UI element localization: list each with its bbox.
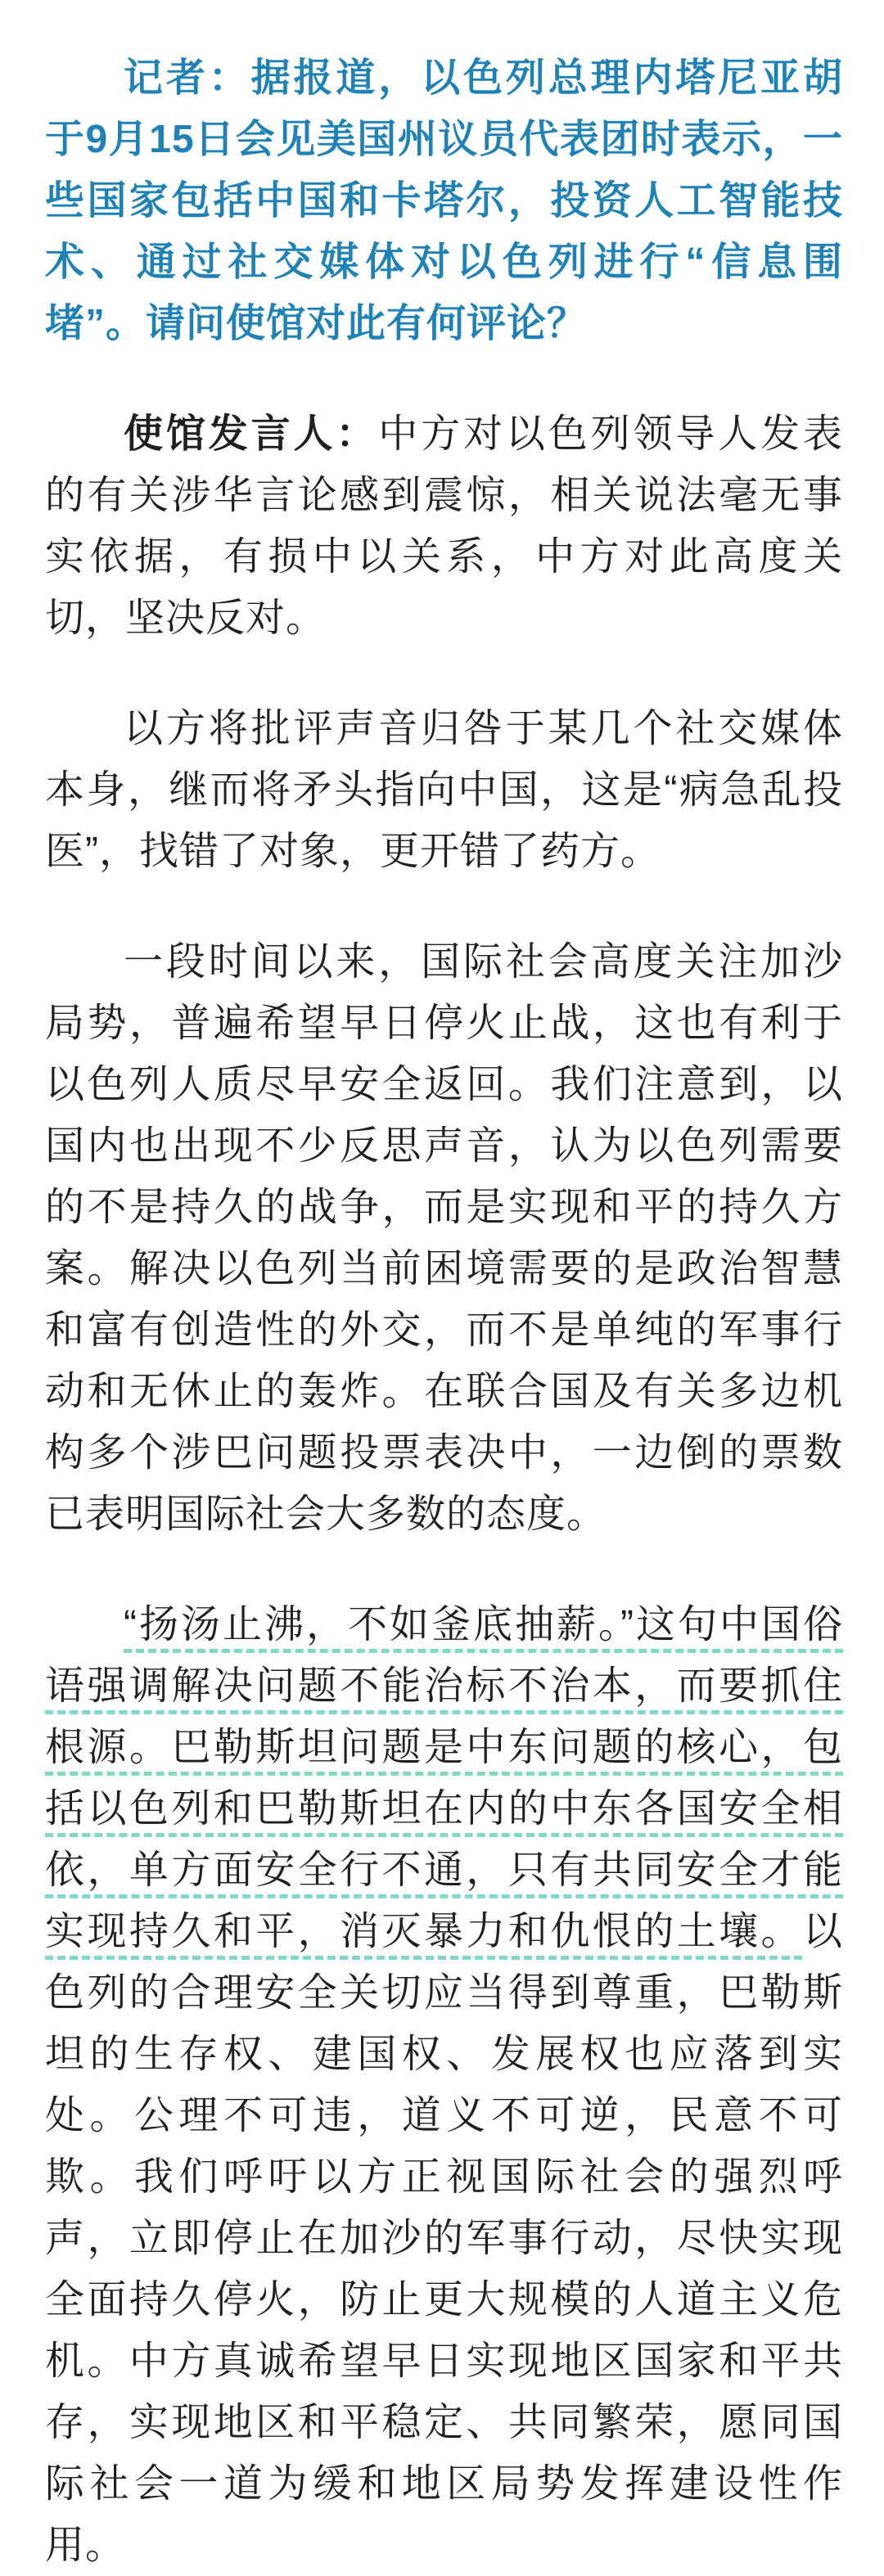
- reporter-question-text: 记者：据报道，以色列总理内塔尼亚胡于9月15日会见美国州议员代表团时表示，一些国家包括中国和卡塔尔，投资人工智能技术、通过社交媒体对以色列进行“信息围堵”。请问使馆对此有何评论？: [45, 56, 843, 345]
- paragraph-reporter-question: [45, 47, 843, 354]
- spokesperson-statement-text: 中方对以色列领导人发表的有关涉华言论感到震惊，相关说法毫无事实依据，有损中以关系，中方对此高度关切，坚决反对。: [45, 412, 843, 640]
- spokesperson-label: 使馆发言人：: [124, 412, 379, 456]
- paragraph-misdiagnosis-remark: [45, 698, 843, 882]
- misdiagnosis-remark-text: 以方将批评声音归咎于某几个社交媒体本身，继而将矛头指向中国，这是“病急乱投医”，找错了对象，更开错了药方。: [45, 707, 843, 873]
- closing-appeal-text: 以色列的合理安全关切应当得到尊重，巴勒斯坦的生存权、建国权、发展权也应落到实处。公理不可违，道义不可逆，民意不可欺。我们呼吁以方正视国际社会的强烈呼声，立即停止在加沙的军事行动，尽快实现全面持久停火，防止更大规模的人道主义危机。中方真诚希望早日实现地区国家和平共存，实现地区和平稳定、共同繁荣，愿同国际社会一道为缓和地区局势发挥建设性作用。: [45, 1910, 843, 2567]
- paragraph-gaza-situation: [45, 931, 843, 1545]
- paragraph-root-cause-appeal: [45, 1594, 843, 2576]
- paragraph-spokesperson-statement: [45, 403, 843, 649]
- gaza-situation-text: 一段时间以来，国际社会高度关注加沙局势，普遍希望早日停火止战，这也有利于以色列人质尽早安全返回。我们注意到，以国内也出现不少反思声音，认为以色列需要的不是持久的战争，而是实现和平的持久方案。解决以色列当前困境需要的是政治智慧和富有创造性的外交，而不是单纯的军事行动和无休止的轰炸。在联合国及有关多边机构多个涉巴问题投票表决中，一边倒的票数已表明国际社会大多数的态度。: [45, 940, 843, 1536]
- underlined-proverb-text: “扬汤止沸，不如釜底抽薪。”这句中国俗语强调解决问题不能治标不治本，而要抓住根源。巴勒斯坦问题是中东问题的核心，包括以色列和巴勒斯坦在内的中东各国安全相依，单方面安全行不通，只有共同安全才能实现持久和平，消灭暴力和仇恨的土壤。: [45, 1603, 843, 1953]
